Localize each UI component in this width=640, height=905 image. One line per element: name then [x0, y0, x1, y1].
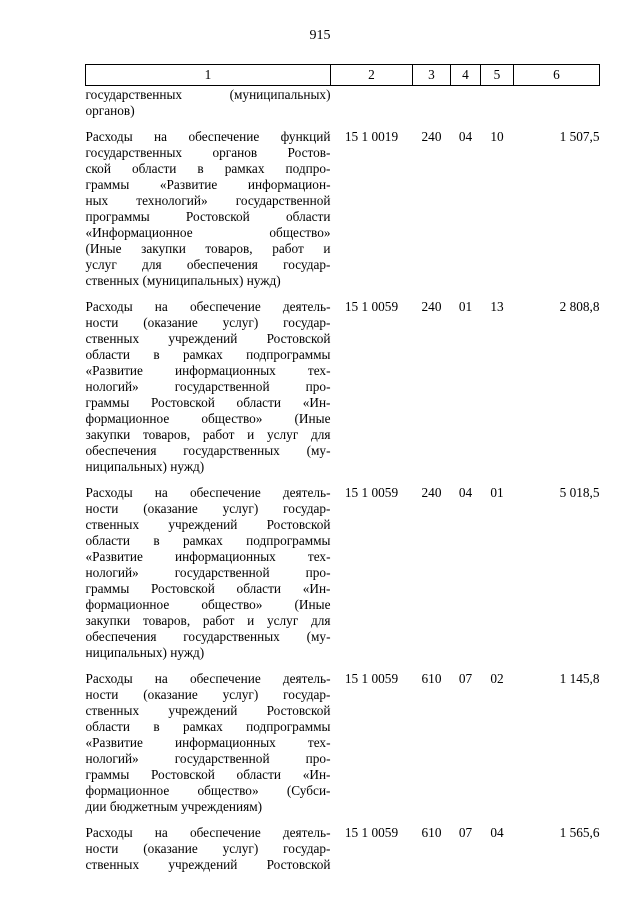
amount: 5 018,5 — [559, 485, 600, 500]
description-line: граммы Ростовской области «Ин- — [85, 767, 331, 782]
section-code: 04 — [458, 129, 473, 144]
amount — [514, 86, 600, 126]
header-col-3: 3 — [413, 65, 451, 86]
description-line: «Развитие информационных тех- — [85, 363, 331, 378]
table-row — [86, 481, 600, 667]
expense-type-code: 610 — [421, 671, 442, 686]
target-article-code: 15 1 0019 — [344, 129, 399, 144]
description-line: нологий» государственной про- — [85, 751, 331, 766]
target-article-code — [331, 86, 413, 126]
expense-type-code — [413, 86, 451, 126]
subsection-code: 10 — [490, 129, 504, 144]
section-code — [451, 86, 481, 126]
description-line: формационное общество» (Иные — [85, 411, 331, 426]
description-line: ных технологий» государственной — [85, 193, 331, 208]
description-line: Расходы на обеспечение деятель- — [85, 825, 331, 840]
description-line: обеспечения государственных (му- — [85, 443, 331, 458]
description-line: ственных учреждений Ростовской — [85, 703, 331, 718]
description-line: граммы «Развитие информацион- — [85, 177, 331, 192]
section-code: 07 — [458, 825, 473, 840]
description-line: (Иные закупки товаров, работ и — [85, 241, 331, 256]
description-line: Расходы на обеспечение функций — [85, 129, 331, 144]
description-line: Расходы на обеспечение деятель- — [85, 671, 331, 686]
description-line: программы Ростовской области — [85, 209, 331, 224]
target-article-code: 15 1 0059 — [344, 299, 399, 314]
description-line: области в рамках подпрограммы — [85, 347, 331, 362]
description-line: «Развитие информационных тех- — [85, 735, 331, 750]
description-line: обеспечения государственных (му- — [85, 629, 331, 644]
target-article-code: 15 1 0059 — [344, 825, 399, 840]
amount: 1 145,8 — [559, 671, 600, 686]
expense-description — [86, 86, 331, 126]
description-line: услуг для обеспечения государ- — [85, 257, 331, 272]
description-line: дии бюджетным учреждениям) — [85, 799, 263, 814]
subsection-code: 04 — [490, 825, 504, 840]
expense-type-code: 610 — [421, 825, 442, 840]
description-line: ственных (муниципальных) нужд) — [85, 273, 281, 288]
target-article-code: 15 1 0059 — [344, 671, 399, 686]
table-row — [86, 125, 600, 295]
description-line: «Развитие информационных тех- — [85, 549, 331, 564]
expense-description — [86, 667, 331, 821]
target-article-code: 15 1 0059 — [344, 485, 399, 500]
amount: 2 808,8 — [559, 299, 600, 314]
amount: 1 565,6 — [559, 825, 600, 840]
description-line: ности (оказание услуг) государ- — [85, 501, 331, 516]
header-col-4: 4 — [451, 65, 481, 86]
description-line: нологий» государственной про- — [85, 565, 331, 580]
header-col-5: 5 — [481, 65, 514, 86]
description-line: Расходы на обеспечение деятель- — [85, 299, 331, 314]
subsection-code — [481, 86, 514, 126]
description-line: ниципальных) нужд) — [85, 459, 205, 474]
description-line: ниципальных) нужд) — [85, 645, 205, 660]
table-row — [86, 821, 600, 879]
description-line: «Информационное общество» — [85, 225, 331, 240]
header-col-6: 6 — [514, 65, 600, 86]
expense-description — [86, 481, 331, 667]
page-number: 915 — [309, 28, 331, 43]
description-line: органов) — [85, 103, 135, 118]
amount: 1 507,5 — [559, 129, 600, 144]
description-line: ственных учреждений Ростовской — [85, 331, 331, 346]
description-line: ности (оказание услуг) государ- — [85, 687, 331, 702]
budget-table — [85, 64, 600, 879]
description-line: формационное общество» (Иные — [85, 597, 331, 612]
description-line: Расходы на обеспечение деятель- — [85, 485, 331, 500]
description-line: граммы Ростовской области «Ин- — [85, 581, 331, 596]
expense-description — [86, 295, 331, 481]
subsection-code: 02 — [490, 671, 504, 686]
expense-description — [86, 125, 331, 295]
table-body — [86, 86, 600, 880]
expense-type-code: 240 — [421, 129, 442, 144]
description-line: ственных учреждений Ростовской — [85, 517, 331, 532]
section-code: 04 — [458, 485, 473, 500]
description-line: формационное общество» (Субси- — [85, 783, 331, 798]
header-col-1: 1 — [86, 65, 331, 86]
subsection-code: 01 — [490, 485, 504, 500]
description-line: закупки товаров, работ и услуг для — [85, 427, 331, 442]
table-row — [86, 667, 600, 821]
description-line: ности (оказание услуг) государ- — [85, 315, 331, 330]
section-code: 07 — [458, 671, 473, 686]
description-line: области в рамках подпрограммы — [85, 533, 331, 548]
description-line: граммы Ростовской области «Ин- — [85, 395, 331, 410]
description-line: области в рамках подпрограммы — [85, 719, 331, 734]
description-line: ственных учреждений Ростовской — [85, 857, 331, 872]
subsection-code: 13 — [490, 299, 504, 314]
description-line: ности (оказание услуг) государ- — [85, 841, 331, 856]
description-line: государственных органов Ростов- — [85, 145, 331, 160]
expense-type-code: 240 — [421, 485, 442, 500]
table-row — [86, 86, 600, 126]
description-line: закупки товаров, работ и услуг для — [85, 613, 331, 628]
expense-description — [86, 821, 331, 879]
table-row — [86, 295, 600, 481]
description-line: государственных (муниципальных) — [85, 87, 331, 102]
header-col-2: 2 — [331, 65, 413, 86]
section-code: 01 — [458, 299, 473, 314]
description-line: ской области в рамках подпро- — [85, 161, 331, 176]
expense-type-code: 240 — [421, 299, 442, 314]
table-header-row — [86, 65, 600, 86]
description-line: нологий» государственной про- — [85, 379, 331, 394]
